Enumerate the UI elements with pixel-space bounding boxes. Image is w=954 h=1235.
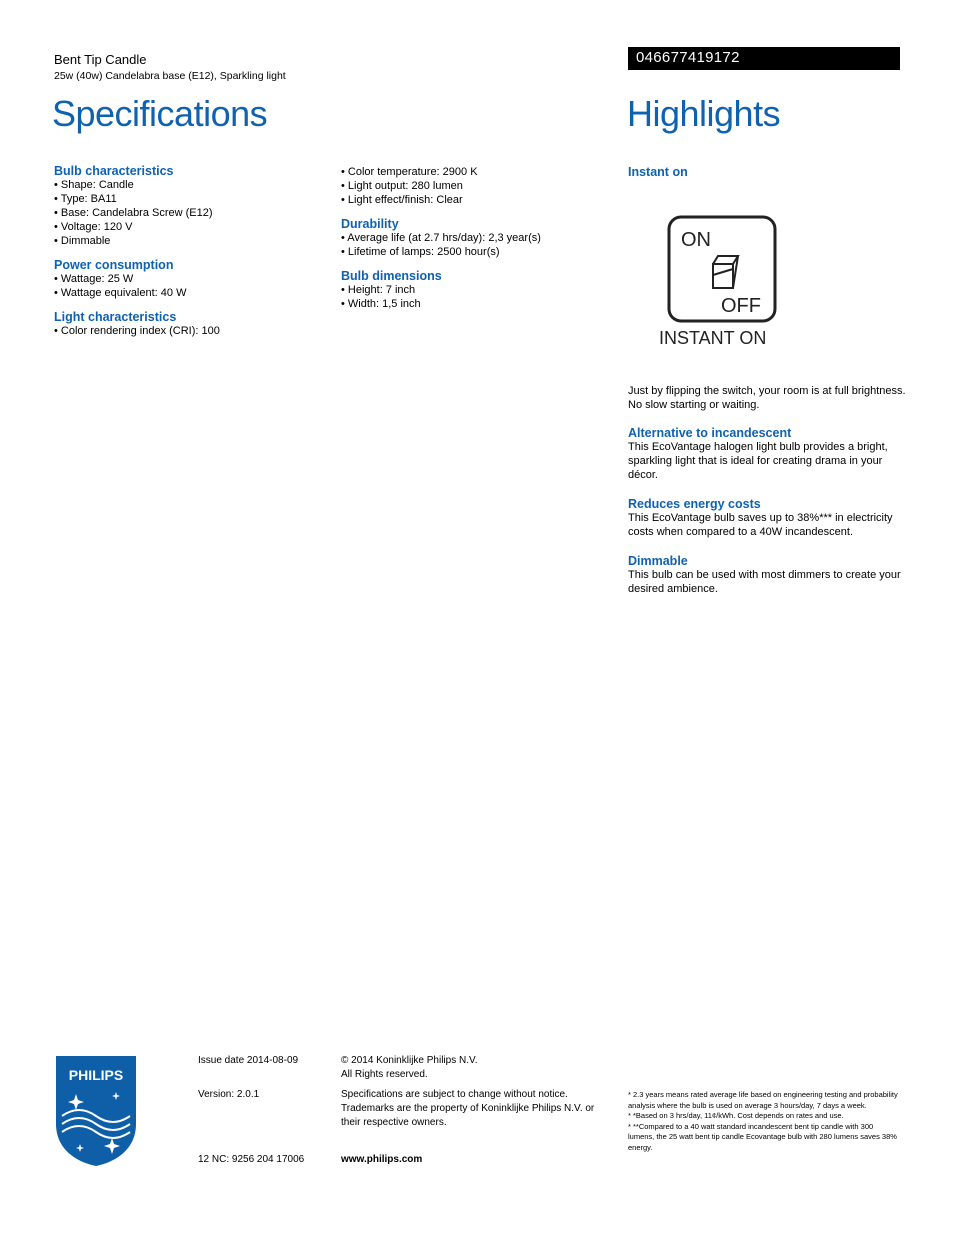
logo-wordmark: PHILIPS — [68, 1067, 124, 1083]
spec-item: • Wattage: 25 W — [54, 273, 134, 285]
spec-item: • Average life (at 2.7 hrs/day): 2,3 year(s) — [341, 232, 541, 244]
spec-item: • Color rendering index (CRI): 100 — [54, 325, 220, 337]
spec-column-1 — [54, 164, 324, 338]
highlight-heading: Dimmable — [628, 554, 688, 568]
footnote: * 2.3 years means rated average life based on engineering testing and probability analysis where the bulb is used on average 3 hours/day, 7 days a week. — [628, 1090, 898, 1110]
philips-logo — [54, 1054, 138, 1168]
footnotes — [628, 1090, 900, 1153]
website-link[interactable]: www.philips.com — [341, 1154, 423, 1165]
instant-on-text: Just by flipping the switch, your room is at full brightness. No slow starting or waiting. — [628, 385, 906, 411]
highlights-title: Highlights — [627, 93, 781, 134]
highlight-heading-instant-on: Instant on — [628, 165, 688, 179]
product-code: 046677419172 — [636, 49, 740, 66]
product-name: Bent Tip Candle — [54, 52, 147, 67]
spec-item: • Lifetime of lamps: 2500 hour(s) — [341, 246, 500, 258]
spec-item: • Light output: 280 lumen — [341, 180, 463, 192]
rights: All Rights reserved. — [341, 1069, 428, 1080]
footnote: * *Based on 3 hrs/day, 11¢/kWh. Cost depends on rates and use. — [628, 1111, 844, 1120]
instant-on-icon — [655, 214, 795, 354]
copyright: © 2014 Koninklijke Philips N.V. — [341, 1055, 478, 1066]
spec-item: • Light effect/finish: Clear — [341, 194, 463, 206]
highlight-heading: Alternative to incandescent — [628, 426, 792, 440]
spec-item: • Type: BA11 — [54, 193, 117, 205]
footnote: * **Compared to a 40 watt standard incandescent bent tip candle with 300 lumens, the 25 watt bent tip candle Ecovantage bulb with 280 lumens saves 38% energy. — [628, 1121, 897, 1152]
spec-heading: Power consumption — [54, 258, 174, 272]
spec-item: • Shape: Candle — [54, 179, 134, 191]
icon-off-label: OFF — [721, 295, 761, 317]
spec-item: • Voltage: 120 V — [54, 221, 133, 233]
nc-number: 12 NC: 9256 204 17006 — [198, 1154, 305, 1165]
icon-caption: INSTANT ON — [659, 328, 767, 348]
highlight-heading: Reduces energy costs — [628, 497, 761, 511]
spec-column-2 — [341, 165, 611, 311]
spec-heading: Bulb characteristics — [54, 164, 174, 178]
spec-heading: Durability — [341, 217, 399, 231]
spec-heading: Light characteristics — [54, 310, 177, 324]
spec-item: • Base: Candelabra Screw (E12) — [54, 207, 213, 219]
highlights-list — [628, 426, 908, 596]
spec-item: • Color temperature: 2900 K — [341, 166, 478, 178]
spec-heading: Bulb dimensions — [341, 269, 442, 283]
icon-on-label: ON — [681, 229, 711, 251]
issue-date: Issue date 2014-08-09 — [198, 1055, 299, 1066]
specifications-title: Specifications — [52, 93, 268, 134]
product-subtitle: 25w (40w) Candelabra base (E12), Sparkling light — [54, 70, 286, 82]
spec-item: • Wattage equivalent: 40 W — [54, 287, 187, 299]
highlight-text: This EcoVantage halogen light bulb provides a bright, sparkling light that is ideal for creating drama in your décor. — [628, 441, 888, 481]
spec-item: • Height: 7 inch — [341, 284, 416, 296]
spec-item: • Width: 1,5 inch — [341, 298, 421, 310]
disclaimer: Specifications are subject to change without notice. Trademarks are the property of Koninklijke Philips N.V. or their respective owners. — [341, 1089, 595, 1128]
version: Version: 2.0.1 — [198, 1089, 260, 1100]
spec-item: • Dimmable — [54, 235, 111, 247]
highlight-text: This bulb can be used with most dimmers to create your desired ambience. — [628, 569, 901, 595]
highlight-text: This EcoVantage bulb saves up to 38%*** in electricity costs when compared to a 40W incandescent. — [628, 512, 893, 538]
